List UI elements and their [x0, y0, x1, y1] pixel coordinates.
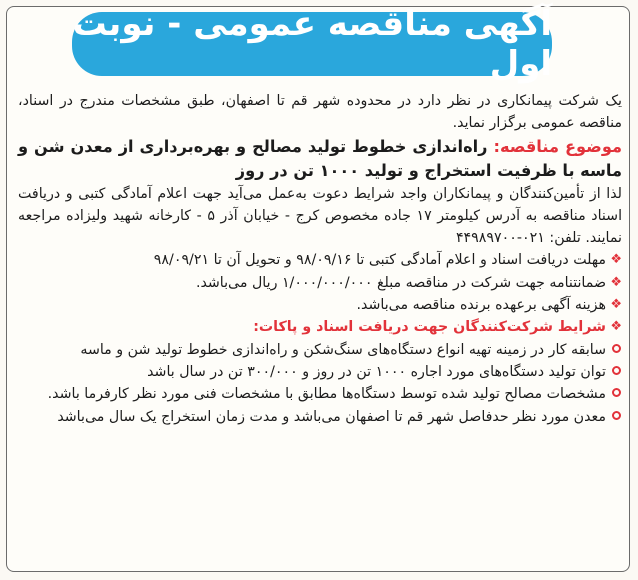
- circle-bullet-icon: [612, 344, 621, 353]
- condition-item: مشخصات مصالح تولید شده توسط دستگاه‌ها مطابق با مشخصات فنی مورد نظر کارفرما باشد.: [18, 383, 622, 405]
- diamond-bullet-icon: ❖: [610, 297, 622, 313]
- circle-bullet-icon: [612, 411, 621, 420]
- ad-title: آگهی مناقصه عمومی - نوبت اول: [72, 4, 552, 84]
- subject-text: راه‌اندازی خطوط تولید مصالح و بهره‌برداری از معدن شن و ماسه با ظرفیت استخراج و تولید ۱۰۰۰ تن در روز: [18, 136, 622, 180]
- diamond-bullet-icon: ❖: [610, 274, 622, 290]
- diamond-bullet-icon: ❖: [610, 252, 622, 268]
- title-banner: [72, 4, 552, 84]
- bullet-item: ❖ ضمانتنامه جهت شرکت در مناقصه مبلغ ۱/۰۰۰/۰۰۰/۰۰۰ ریال می‌باشد.: [18, 272, 622, 294]
- intro-paragraph: یک شرکت پیمانکاری در نظر دارد در محدوده شهر قم تا اصفهان، طبق مشخصات مندرج در اسناد، مناقصه عمومی برگزار نماید.: [18, 93, 622, 132]
- diamond-bullet-icon: ❖: [610, 319, 622, 335]
- bullet-item: ❖ مهلت دریافت اسناد و اعلام آمادگی کتبی تا ۹۸/۰۹/۱۶ و تحویل آن تا ۹۸/۰۹/۲۱: [18, 249, 622, 271]
- bullet-item: ❖ هزینه آگهی برعهده برنده مناقصه می‌باشد.: [18, 294, 622, 316]
- invitation-paragraph: لذا از تأمین‌کنندگان و پیمانکاران واجد شرایط دعوت به‌عمل می‌آید جهت اعلام آمادگی کتبی و دریافت اسناد مناقصه به آدرس کیلومتر ۱۷ جاده مخصوص کرج - خیابان آذر ۵ - کارخانه شهید ولیزاده مراجعه نمایند. تلفن: ۰۲۱-۴۴۹۸۹۷۰۰: [18, 185, 623, 247]
- circle-bullet-icon: [612, 388, 621, 397]
- subject-label: موضوع مناقصه:: [493, 136, 622, 156]
- condition-item: معدن مورد نظر حدفاصل شهر قم تا اصفهان می‌باشد و مدت زمان استخراج یک سال می‌باشد: [18, 406, 622, 428]
- conditions-title: ❖ شرایط شرکت‌کنندگان جهت دریافت اسناد و پاکات:: [18, 316, 622, 338]
- circle-bullet-icon: [612, 366, 621, 375]
- ad-body: [18, 90, 622, 428]
- subject-line: [18, 135, 622, 183]
- condition-item: توان تولید دستگاه‌های مورد اجاره ۱۰۰۰ تن در روز و ۳۰۰/۰۰۰ تن در سال باشد: [18, 361, 622, 383]
- condition-item: سابقه کار در زمینه تهیه انواع دستگاه‌های سنگ‌شکن و راه‌اندازی خطوط تولید شن و ماسه: [18, 339, 622, 361]
